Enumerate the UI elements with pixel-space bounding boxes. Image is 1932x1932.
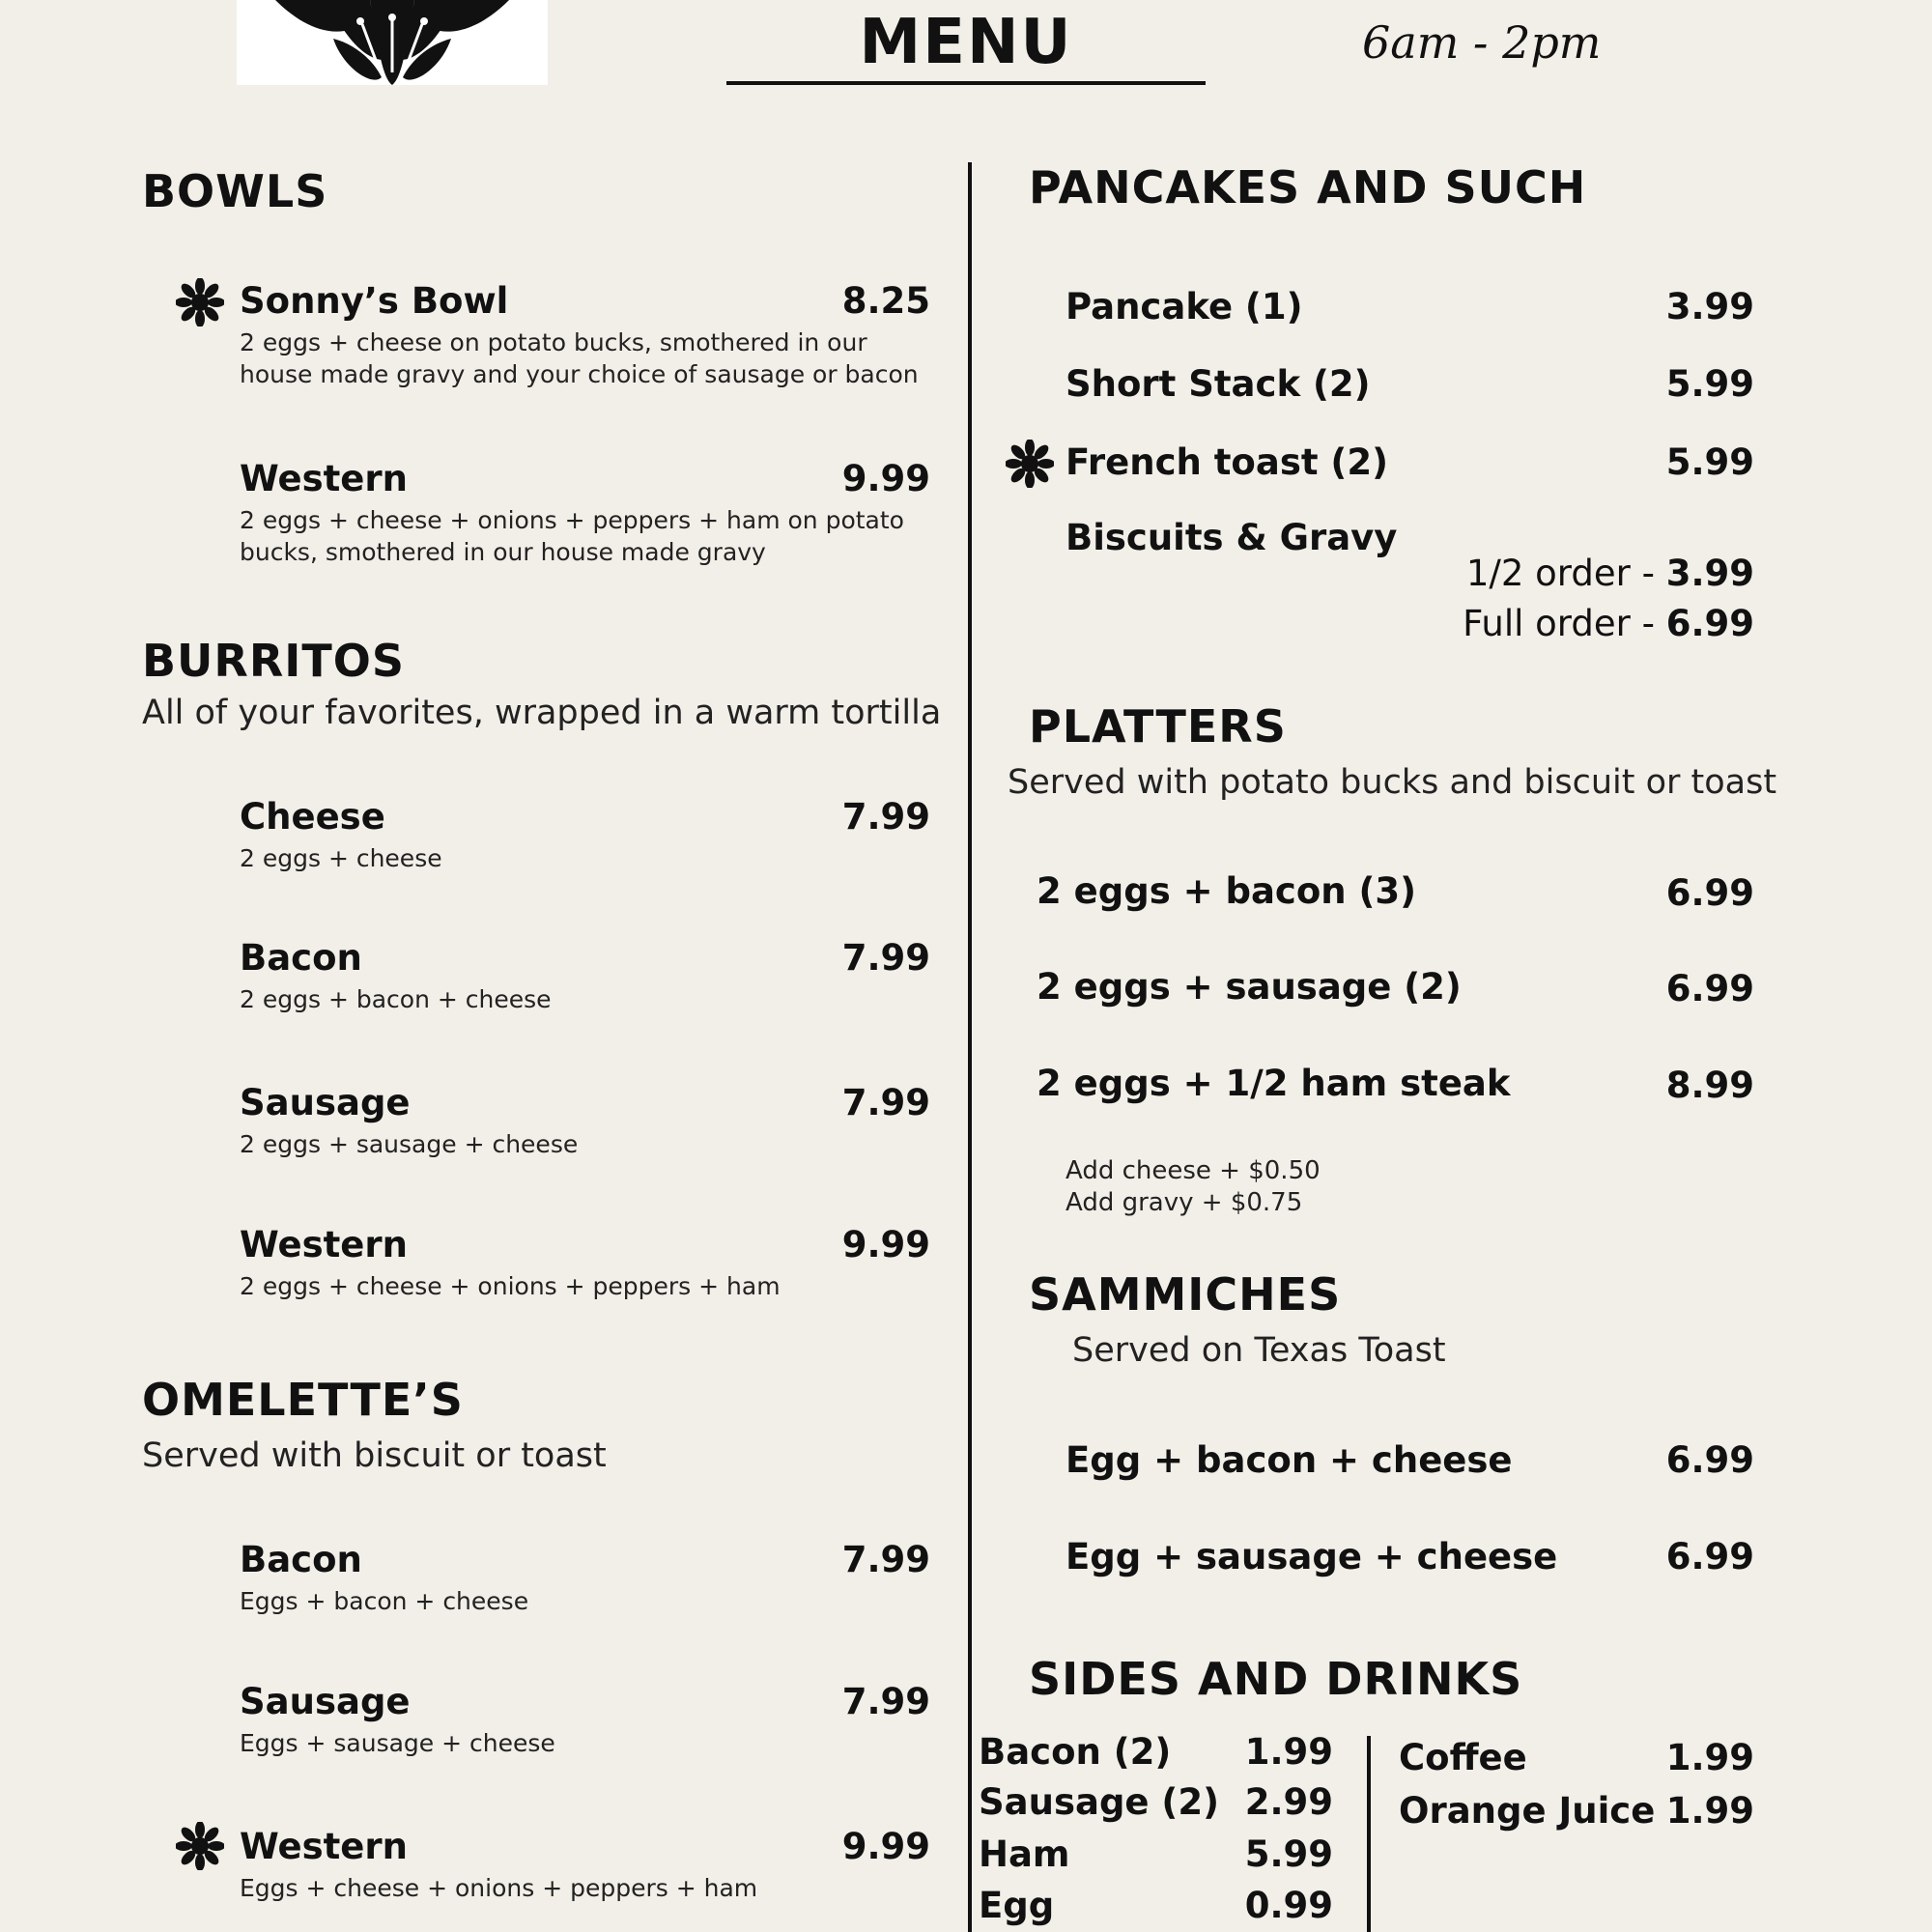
item-price: 1.99 <box>1665 1737 1754 1778</box>
item-description: 2 eggs + cheese <box>240 844 442 872</box>
item-description: 2 eggs + bacon + cheese <box>240 985 552 1013</box>
item-price: 9.99 <box>841 458 930 499</box>
lotus-flower-logo-icon <box>237 0 548 85</box>
section-subtitle: Served on Texas Toast <box>1072 1331 1446 1370</box>
item-name: Egg + bacon + cheese <box>1065 1439 1513 1481</box>
item-description: 2 eggs + cheese + onions + peppers + ham <box>240 1272 781 1300</box>
item-price: 6.99 <box>1665 1536 1754 1577</box>
item-name: Sonny’s Bowl <box>240 280 509 322</box>
item-name: Sausage (2) <box>979 1781 1219 1823</box>
section-subtitle: Served with potato bucks and biscuit or toast <box>1008 763 1777 802</box>
item-price: 1.99 <box>1244 1731 1333 1773</box>
item-price: 7.99 <box>841 796 930 838</box>
item-name: Ham <box>979 1833 1070 1875</box>
item-name: Sausage <box>240 1681 411 1722</box>
section-subtitle: All of your favorites, wrapped in a warm tortilla <box>142 694 942 732</box>
item-name: Bacon (2) <box>979 1731 1172 1773</box>
item-description: Eggs + sausage + cheese <box>240 1729 555 1757</box>
half-order-price: 3.99 <box>1665 553 1754 594</box>
item-name: 2 eggs + sausage (2) <box>1037 966 1462 1008</box>
item-description: 2 eggs + cheese on potato bucks, smothered in our house made gravy and your choice of sausage or bacon <box>240 328 919 388</box>
item-name: Coffee <box>1399 1737 1527 1778</box>
item-price: 3.99 <box>1665 286 1754 327</box>
item-price: 5.99 <box>1665 441 1754 483</box>
section-title-bowls: BOWLS <box>142 165 328 217</box>
item-description: 2 eggs + sausage + cheese <box>240 1130 579 1158</box>
section-title-sides: SIDES AND DRINKS <box>1029 1653 1523 1705</box>
item-price: 9.99 <box>841 1224 930 1265</box>
item-description: 2 eggs + cheese + onions + peppers + ham on potato bucks, smothered in our house made gravy <box>240 506 904 566</box>
half-order-label: 1/2 order - <box>1465 553 1666 594</box>
addon-note: Add gravy + $0.75 <box>1065 1188 1303 1217</box>
item-price: 6.99 <box>1665 968 1754 1009</box>
item-name: Egg <box>979 1885 1055 1926</box>
flower-icon <box>176 278 224 327</box>
item-price: 6.99 <box>1665 872 1754 914</box>
item-name: Sausage <box>240 1082 411 1123</box>
item-price: 7.99 <box>841 1539 930 1580</box>
full-order-label: Full order - <box>1463 603 1666 644</box>
section-title-sammiches: SAMMICHES <box>1029 1268 1342 1321</box>
item-name: Pancake (1) <box>1065 286 1303 327</box>
full-order-line <box>1463 603 1754 645</box>
item-name: Biscuits & Gravy <box>1065 517 1398 558</box>
page-title: MENU <box>859 7 1073 78</box>
section-title-pancakes: PANCAKES AND SUCH <box>1029 161 1587 213</box>
item-name: Short Stack (2) <box>1065 363 1371 405</box>
section-subtitle: Served with biscuit or toast <box>142 1436 607 1475</box>
section-title-platters: PLATTERS <box>1029 700 1287 753</box>
item-description: Eggs + bacon + cheese <box>240 1587 529 1615</box>
column-divider <box>968 162 972 1932</box>
logo <box>237 0 548 85</box>
item-price: 0.99 <box>1244 1885 1333 1926</box>
addon-note: Add cheese + $0.50 <box>1065 1156 1321 1185</box>
item-price: 7.99 <box>841 1681 930 1722</box>
full-order-price: 6.99 <box>1665 603 1754 644</box>
item-price: 6.99 <box>1665 1439 1754 1481</box>
item-price: 5.99 <box>1244 1833 1333 1875</box>
item-name: 2 eggs + bacon (3) <box>1037 870 1417 912</box>
item-price: 8.99 <box>1665 1065 1754 1106</box>
menu-item-biscuits <box>1065 517 1754 642</box>
item-name: Orange Juice <box>1399 1790 1656 1832</box>
flower-icon <box>176 1822 224 1870</box>
opening-hours: 6am - 2pm <box>1362 16 1602 69</box>
item-name: 2 eggs + 1/2 ham steak <box>1037 1063 1511 1104</box>
item-name: Western <box>240 458 408 499</box>
item-name: Western <box>240 1224 408 1265</box>
item-price: 9.99 <box>841 1826 930 1867</box>
item-price: 2.99 <box>1244 1781 1333 1823</box>
item-price: 7.99 <box>841 1082 930 1123</box>
item-name: Cheese <box>240 796 385 838</box>
item-name: Bacon <box>240 937 362 979</box>
item-price: 8.25 <box>841 280 930 322</box>
title-underline <box>726 81 1206 85</box>
item-name: Egg + sausage + cheese <box>1065 1536 1558 1577</box>
item-price: 5.99 <box>1665 363 1754 405</box>
item-price: 7.99 <box>841 937 930 979</box>
item-description: Eggs + cheese + onions + peppers + ham <box>240 1874 758 1902</box>
item-name: Western <box>240 1826 408 1867</box>
half-order-line <box>1466 553 1754 595</box>
flower-icon <box>1006 440 1054 488</box>
section-title-omelettes: OMELETTE’S <box>142 1374 464 1426</box>
item-name: French toast (2) <box>1065 441 1388 483</box>
section-title-burritos: BURRITOS <box>142 635 405 687</box>
sides-divider <box>1367 1736 1371 1932</box>
item-name: Bacon <box>240 1539 362 1580</box>
item-price: 1.99 <box>1665 1790 1754 1832</box>
